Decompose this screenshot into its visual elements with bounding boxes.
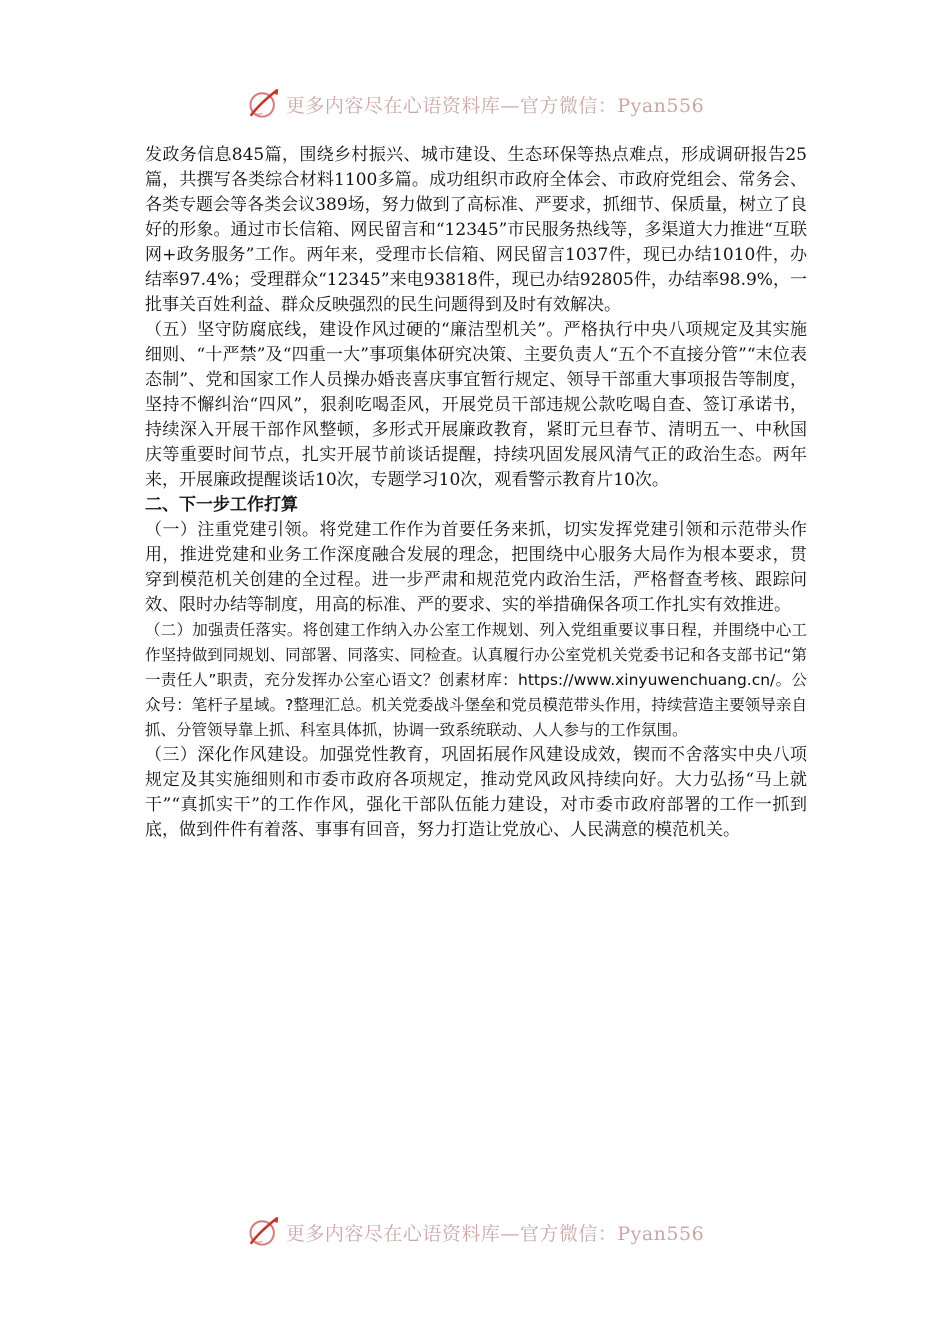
document-body: [145, 143, 807, 843]
header-banner-text: 更多内容尽在心语资料库—官方微信：Pyan556: [285, 94, 705, 117]
paragraph-party-building: （一）注重党建引领。将党建工作作为首要任务来抓，切实发挥党建引领和示范带头作用，推进党建和业务工作深度融合发展的理念，把围绕中心服务大局作为根本要求，贯穿到模范机关创建的全过程。进一步严肃和规范党内政治生活，严格督查考核、跟踪问效、限时办结等制度，用高的标准、严的要求、实的举措确保各项工作扎实有效推进。: [145, 520, 807, 615]
paragraph-work-info: 发政务信息845篇，围绕乡村振兴、城市建设、生态环保等热点难点，形成调研报告25篇，共撰写各类综合材料1100多篇。成功组织市政府全体会、市政府党组会、常务会、各类专题会等各类会议389场，努力做到了高标准、严要求，抓细节、保质量，树立了良好的形象。通过市长信箱、网民留言和“12345”市民服务热线等，多渠道大力推进“互联网+政务服务”工作。两年来，受理市长信箱、网民留言1037件，现已办结1010件，办结率97.4%；受理群众“12345”来电93818件，现已办结92805件，办结率98.9%，一批事关百姓利益、群众反映强烈的民生问题得到及时有效解决。: [145, 145, 807, 315]
header-banner: [0, 84, 950, 124]
paragraph-responsibility: （二）加强责任落实。将创建工作纳入办公室工作规划、列入党组重要议事日程，并围绕中心工作坚持做到同规划、同部署、同落实、同检查。认真履行办公室党机关党委书记和各支部书记“第一责任人”职责，充分发挥办公室心语文？创素材库：https://www.xinyuwenchuang.cn/。公众号：笔杆子星域。?整理汇总。机关党委战斗堡垒和党员模范带头作用，持续营造主要领导亲自抓、分管领导靠上抓、科室具体抓，协调一致系统联动、人人参与的工作氛围。: [145, 621, 807, 739]
footer-banner: [0, 1212, 950, 1252]
paragraph-anti-corruption: （五）坚守防腐底线，建设作风过硬的“廉洁型机关”。严格执行中央八项规定及其实施细则、“十严禁”及“四重一大”事项集体研究决策、主要负责人“五个不直接分管”“末位表态制”、党和国家工作人员操办婚丧喜庆事宜暂行规定、领导干部重大事项报告等制度，坚持不懈纠治“四风”，狠刹吃喝歪风，开展党员干部违规公款吃喝自查、签订承诺书，持续深入开展干部作风整顿，多形式开展廉政教育，紧盯元旦春节、清明五一、中秋国庆等重要时间节点，扎实开展节前谈话提醒，持续巩固发展风清气正的政治生态。两年来，开展廉政提醒谈话10次，专题学习10次，观看警示教育片10次。: [145, 320, 807, 490]
section-heading-next-steps: 二、下一步工作打算: [145, 495, 298, 515]
footer-banner-text: 更多内容尽在心语资料库—官方微信：Pyan556: [285, 1222, 705, 1245]
pen-logo-icon: [246, 86, 282, 122]
pen-logo-icon: [246, 1214, 282, 1250]
paragraph-work-style: （三）深化作风建设。加强党性教育，巩固拓展作风建设成效，锲而不舍落实中央八项规定及其实施细则和市委市政府各项规定，推动党风政风持续向好。大力弘扬“马上就干”“真抓实干”的工作作风，强化干部队伍能力建设，对市委市政府部署的工作一抓到底，做到件件有着落、事事有回音，努力打造让党放心、人民满意的模范机关。: [145, 745, 807, 840]
